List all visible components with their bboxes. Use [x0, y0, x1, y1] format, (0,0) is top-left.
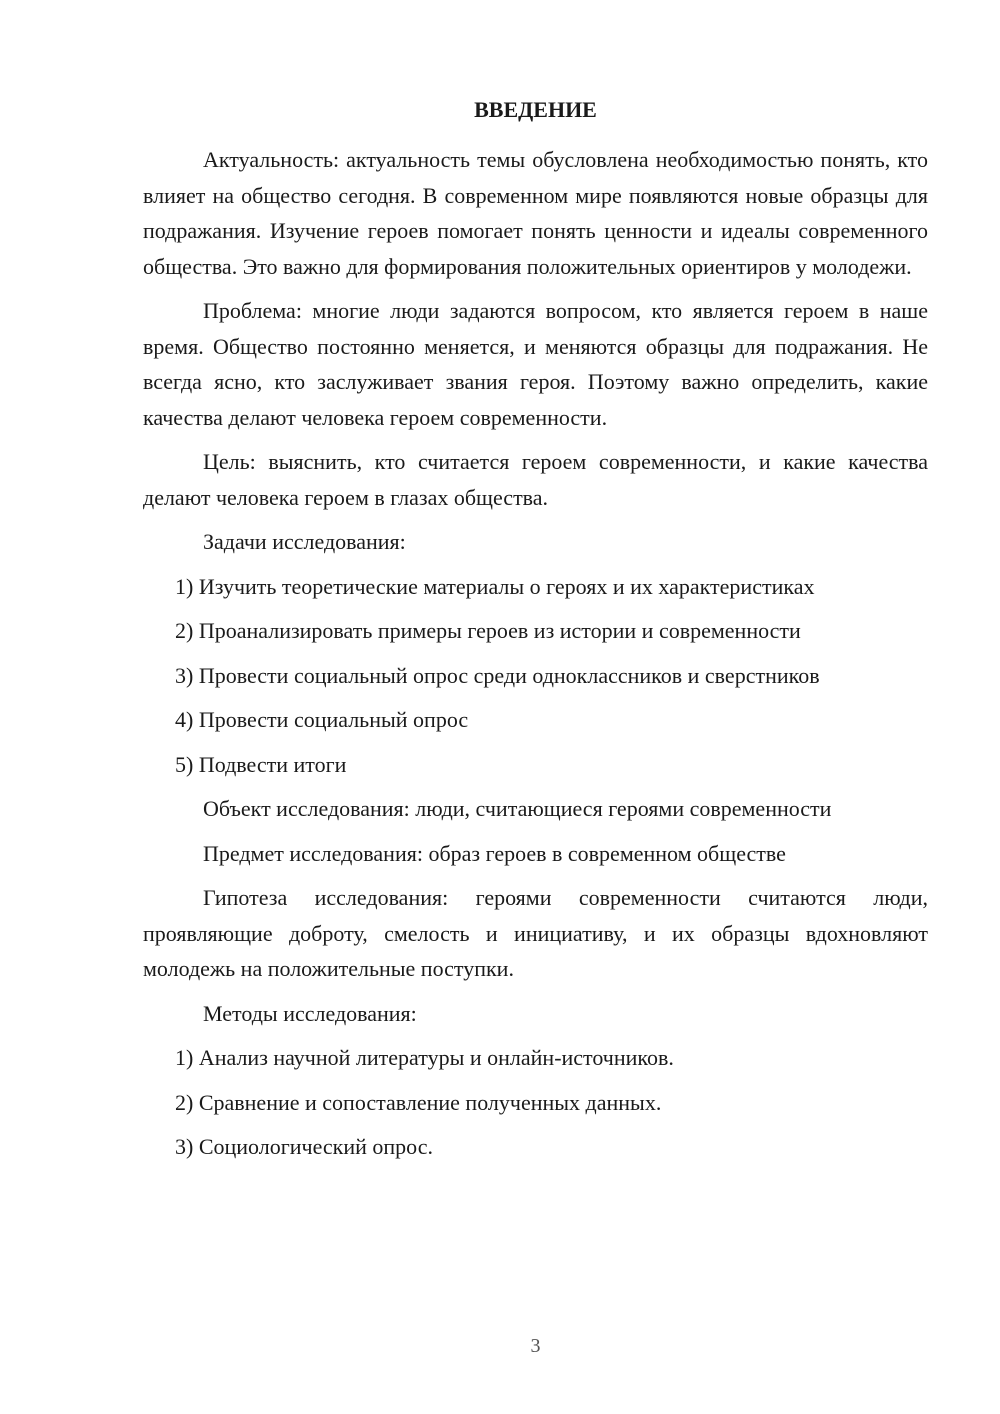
paragraph-goal: Цель: выяснить, кто считается героем современности, и какие качества делают человека героем в глазах общества. [143, 449, 928, 510]
paragraph-object: Объект исследования: люди, считающиеся героями современности [203, 796, 832, 821]
paragraph-hypothesis: Гипотеза исследования: героями современности считаются люди, проявляющие доброту, смелость и инициативу, и их образцы вдохновляют молодежь на положительные поступки. [143, 885, 928, 981]
list-item-task-5: 5) Подвести итоги [175, 751, 347, 777]
list-item-method-3: 3) Социологический опрос. [175, 1134, 433, 1159]
list-item-method-2: 2) Сравнение и сопоставление полученных данных. [175, 1089, 662, 1115]
paragraph-tasks-heading: Задачи исследования: [203, 529, 406, 554]
paragraph-problem: Проблема: многие люди задаются вопросом, кто является героем в наше время. Общество постоянно меняется, и меняются образцы для подражания. Не всегда ясно, кто заслуживает звания героя. Поэтому важно определить, какие качества делают человека героем современности. [143, 298, 928, 430]
list-item-task-1: 1) Изучить теоретические материалы о героях и их характеристиках [175, 573, 815, 599]
list-item-method-1: 1) Анализ научной литературы и онлайн-источников. [175, 1045, 674, 1070]
page-number: 3 [530, 1335, 541, 1357]
page-title: ВВЕДЕНИЕ [474, 97, 597, 122]
paragraph-relevance: Актуальность: актуальность темы обусловлена необходимостью понять, кто влияет на общество сегодня. В современном мире появляются новые образцы для подражания. Изучение героев помогает понять ценности и идеалы современного общества. Это важно для формирования положительных ориентиров у молодежи. [143, 147, 928, 279]
paragraph-subject: Предмет исследования: образ героев в современном обществе [203, 840, 786, 866]
paragraph-methods-heading: Методы исследования: [203, 1000, 417, 1026]
document-page [143, 0, 928, 1414]
list-item-task-2: 2) Проанализировать примеры героев из истории и современности [175, 618, 801, 643]
document-body [143, 142, 928, 1174]
list-item-task-4: 4) Провести социальный опрос [175, 707, 469, 732]
list-item-task-3: 3) Провести социальный опрос среди одноклассников и сверстников [175, 662, 820, 688]
